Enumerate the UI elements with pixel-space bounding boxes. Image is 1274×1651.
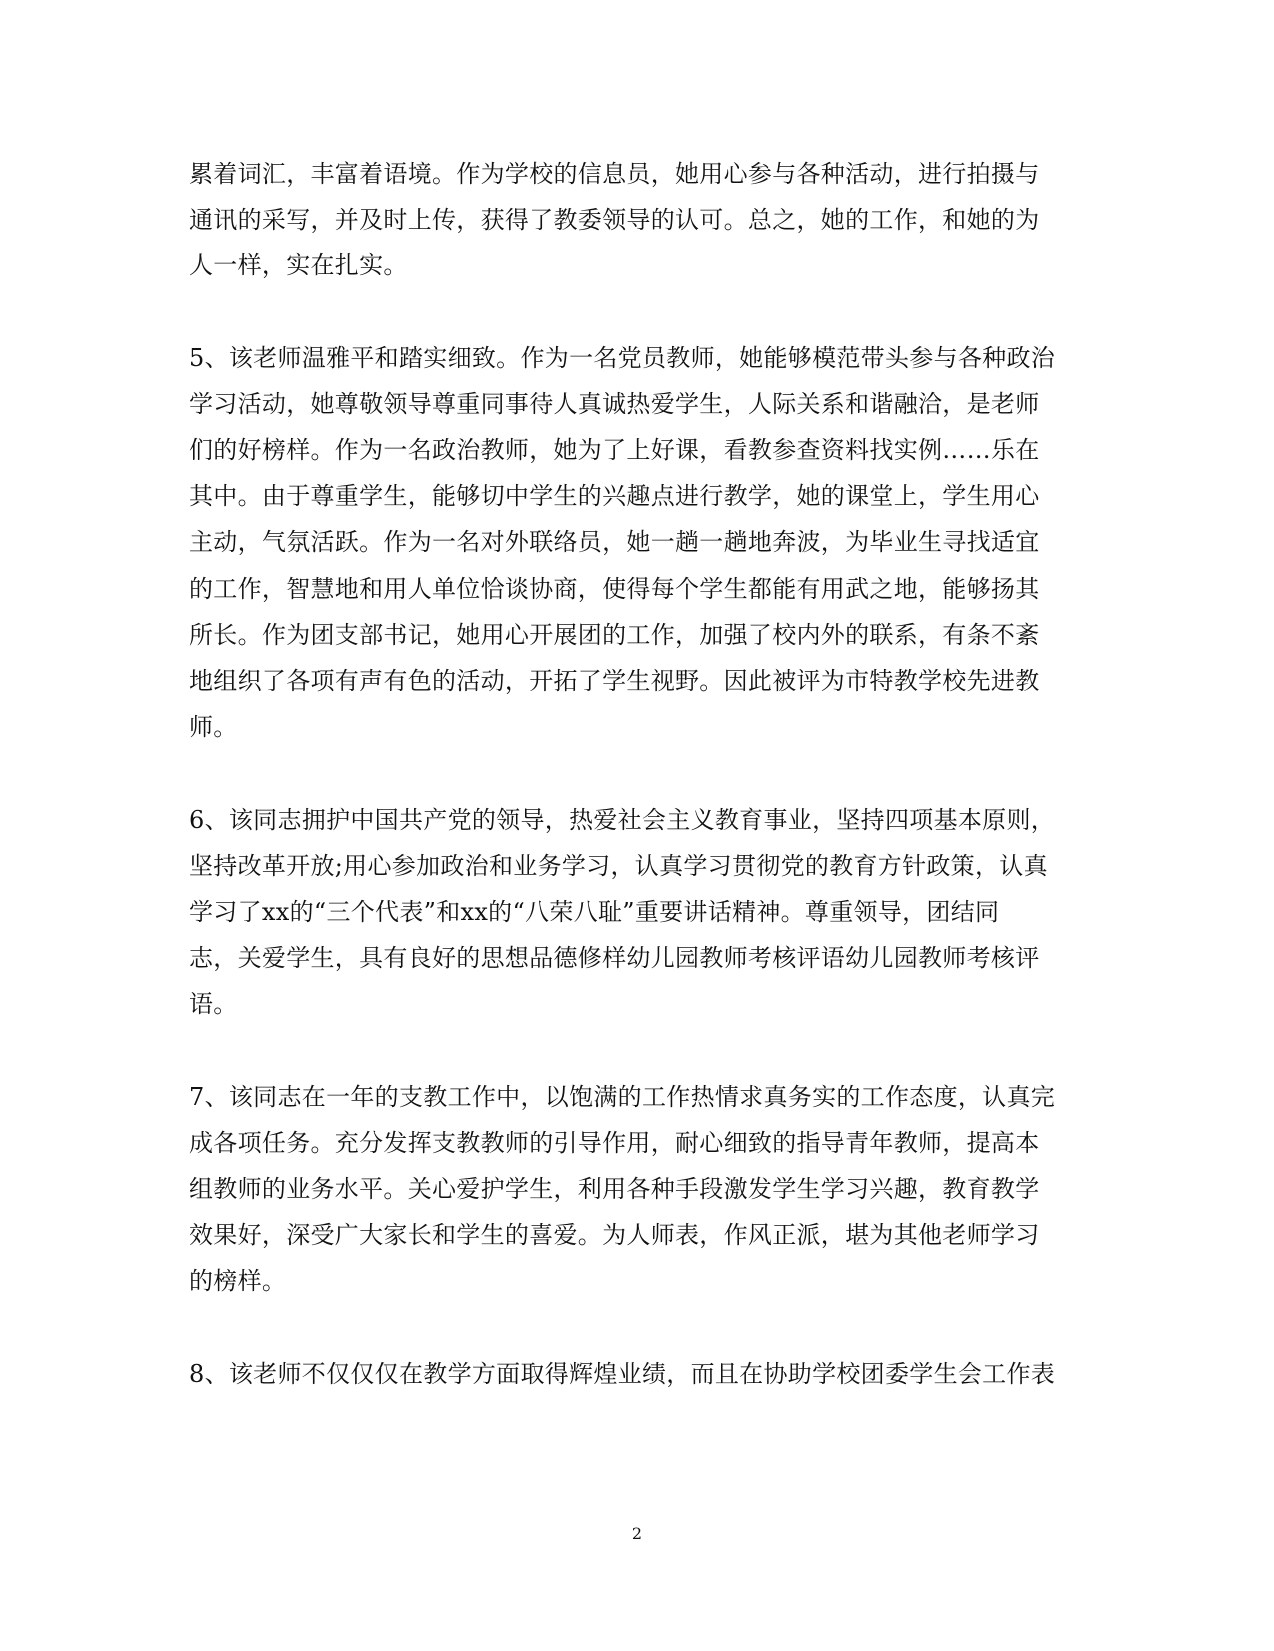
text-line: 地组织了各项有声有色的活动，开拓了学生视野。因此被评为市特教学校先进教: [189, 667, 1040, 695]
text-line: 累着词汇，丰富着语境。作为学校的信息员，她用心参与各种活动，进行拍摄与: [189, 160, 1040, 188]
text-line: 人一样，实在扎实。: [189, 251, 408, 279]
text-line: 师。: [189, 713, 238, 741]
text-line: 成各项任务。充分发挥支教教师的引导作用，耐心细致的指导青年教师，提高本: [189, 1129, 1040, 1157]
text-line: 所长。作为团支部书记，她用心开展团的工作，加强了校内外的联系，有条不紊: [189, 621, 1040, 649]
text-line: 效果好，深受广大家长和学生的喜爱。为人师表，作风正派，堪为其他老师学习: [189, 1221, 1040, 1249]
text-line: 组教师的业务水平。关心爱护学生，利用各种手段激发学生学习兴趣，教育教学: [189, 1175, 1040, 1203]
text-line: 的工作，智慧地和用人单位恰谈协商，使得每个学生都能有用武之地，能够扬其: [189, 575, 1040, 603]
text-line: 通讯的采写，并及时上传，获得了教委领导的认可。总之，她的工作，和她的为: [189, 206, 1040, 234]
text-line: 7、该同志在一年的支教工作中，以饱满的工作热情求真务实的工作态度，认真完: [189, 1083, 1056, 1111]
text-line: 6、该同志拥护中国共产党的领导，热爱社会主义教育事业，坚持四项基本原则，: [189, 806, 1056, 834]
text-line: 的榜样。: [189, 1267, 287, 1295]
text-line: 其中。由于尊重学生，能够切中学生的兴趣点进行教学，她的课堂上，学生用心: [189, 482, 1040, 510]
text-line: 学习了xx的“三个代表”和xx的“八荣八耻”重要讲话精神。尊重领导，团结同: [189, 898, 1000, 926]
text-line: 坚持改革开放;用心参加政治和业务学习，认真学习贯彻党的教育方针政策，认真: [189, 852, 1048, 880]
text-line: 志，关爱学生，具有良好的思想品德修样幼儿园教师考核评语幼儿园教师考核评: [189, 944, 1040, 972]
text-line: 学习活动，她尊敬领导尊重同事待人真诚热爱学生，人际关系和谐融洽，是老师: [189, 390, 1040, 418]
text-line: 5、该老师温雅平和踏实细致。作为一名党员教师，她能够模范带头参与各种政治: [189, 344, 1056, 372]
text-line: 语。: [189, 990, 238, 1018]
text-line: 主动，气氛活跃。作为一名对外联络员，她一趟一趟地奔波，为毕业生寻找适宜: [189, 528, 1040, 556]
page-number: 2: [631, 1524, 643, 1543]
text-line: 8、该老师不仅仅仅在教学方面取得辉煌业绩，而且在协助学校团委学生会工作表: [189, 1360, 1056, 1388]
text-line: 们的好榜样。作为一名政治教师，她为了上好课，看教参查资料找实例……乐在: [189, 436, 1040, 464]
